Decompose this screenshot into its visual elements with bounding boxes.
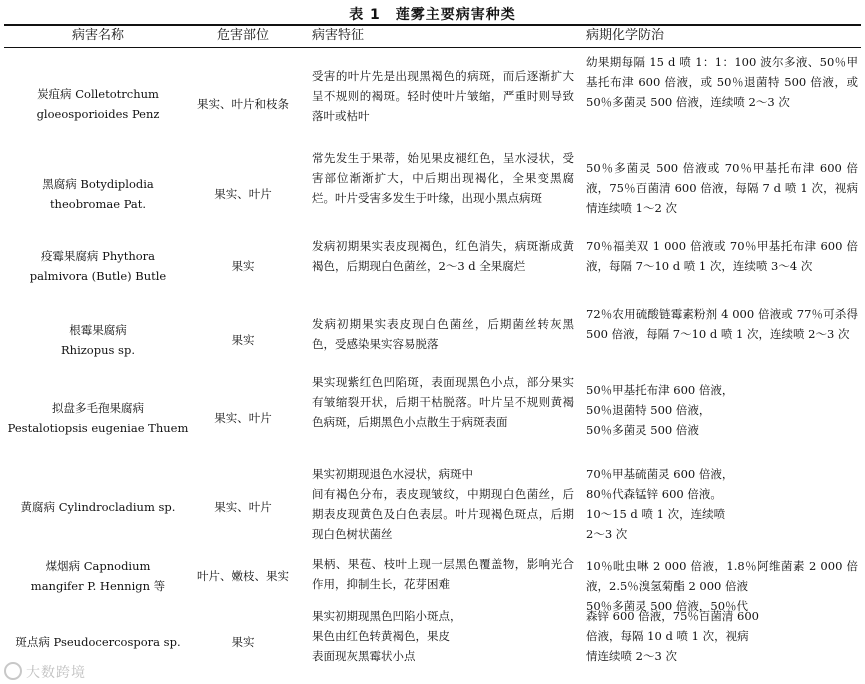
disease-feature: 发病初期果实表皮现白色菌丝，后期菌丝转灰黑色，受感染果实容易脱落 [312,317,574,351]
disease-name-latin: palmivora (Butle) Butle [29,269,167,283]
header-rule [4,47,861,48]
header-control: 病期化学防治 [586,28,665,43]
chemical-control: 50％多菌灵 500 倍液或 70％甲基托布津 600 倍液，75％百菌清 600 倍液，每隔 7 d 喷 1 次，视病情连续喷 1～2 次 [586,161,858,215]
table-row [0,236,865,296]
disease-name [6,497,190,517]
disease-name [6,632,190,652]
disease-feature: 果实现紫红色凹陷斑，表面现黑色小点，部分果实有皱缩裂开状，后期干枯脱落。叶片呈不规则黄褐色病斑，后期黑色小点散生于病斑表面 [312,375,574,429]
disease-feature: 发病初期果实表皮现褐色，红色消失，病斑渐成黄褐色，后期现白色菌丝，2～3 d 全果腐烂 [312,239,574,273]
disease-name-latin: gloeosporioides Penz [36,107,160,121]
header-part: 危害部位 [216,28,269,43]
chemical-control: 森锌 600 倍液，75％百菌清 600 倍液，每隔 10 d 喷 1 次，视病 情连续喷 2～3 次 [586,609,759,663]
watermark [4,662,86,682]
header-feature: 病害特征 [312,28,365,43]
chemical-control: 10％吡虫啉 2 000 倍液，1.8％阿维菌素 2 000 倍液，2.5％溴氢菊酯 2 000 倍液 50％多菌灵 500 倍液，50％代 [586,559,858,613]
damage-part: 果实、叶片 [214,500,272,514]
table-row [0,55,865,142]
disease-name [6,174,190,214]
disease-name-cn: 煤烟病 Capnodium [45,559,151,573]
disease-name [6,84,190,124]
table-row [0,376,865,460]
chemical-control: 幼果期每隔 15 d 喷 1：1：100 波尔多液、50％甲基托布津 600 倍液，或 50％退菌特 500 倍液，或 50％多菌灵 500 倍液，连续喷 2～3 次 [586,55,858,109]
table-row [0,148,865,240]
disease-name-latin: mangifer P. Hennign 等 [30,579,166,593]
table-row [0,466,865,548]
disease-name [6,320,190,360]
chemical-control: 72％农用硫酸链霉素粉剂 4 000 倍液或 77％可杀得 500 倍液，每隔 7～10 d 喷 1 次，连续喷 2～3 次 [586,307,858,341]
disease-feature: 果柄、果苞、枝叶上现一层黑色覆盖物，影响光合作用，抑制生长，花芽困难 [312,557,574,591]
watermark-text: 大数跨境 [26,665,86,681]
disease-feature: 果实初期现退色水浸状，病斑中 间有褐色分布，表皮现皱纹，中期现白色菌丝，后期表皮现黄色及白色表层。叶片现褐色斑点，后期现白色树状菌丝 [312,467,574,541]
disease-name-cn: 根霉果腐病 [69,323,127,337]
table-row [0,554,865,613]
table-title: 表 1 莲雾主要病害种类 [349,7,516,23]
chemical-control: 70％福美双 1 000 倍液或 70％甲基托布津 600 倍液，每隔 7～10 d 喷 1 次，连续喷 3～4 次 [586,239,858,273]
disease-name-latin: Rhizopus sp. [61,343,135,357]
damage-part: 果实 [231,259,255,273]
disease-name-latin: theobromae Pat. [49,197,147,211]
damage-part: 果实 [231,333,255,347]
damage-part: 果实 [231,635,255,649]
chemical-control: 50％甲基托布津 600 倍液， 50％退菌特 500 倍液， 50％多菌灵 500 倍液 [586,383,734,437]
damage-part: 果实、叶片 [214,187,272,201]
disease-name [6,556,190,596]
disease-name-cn: 拟盘多毛孢果腐病 [52,401,144,415]
disease-name-latin: Pestalotiopsis eugeniae Thuem [7,421,189,435]
disease-feature: 果实初期现黑色凹陷小斑点， 果色由红色转黄褐色，果皮 表面现灰黑霉状小点 [312,609,462,663]
disease-name-cn: 黄腐病 Cylindrocladium sp. [20,500,176,514]
disease-name [6,246,190,286]
header-name: 病害名称 [71,28,124,43]
disease-name [6,398,190,438]
disease-feature: 受害的叶片先是出现黑褐色的病斑，而后逐渐扩大呈不规则的褐斑。轻时使叶片皱缩，严重时则导致落叶或枯叶 [312,69,574,123]
table-row [0,609,865,672]
disease-name-cn: 黑腐病 Botydiplodia [42,177,154,191]
chemical-control: 70％甲基硫菌灵 600 倍液， 80％代森锰锌 600 倍液。 10～15 d 喷 1 次，连续喷 2～3 次 [586,467,734,541]
damage-part: 叶片、嫩枝、果实 [197,569,289,583]
damage-part: 果实、叶片和枝条 [197,97,289,111]
damage-part: 果实、叶片 [214,411,272,425]
disease-feature: 常先发生于果蒂，始见果皮褪红色，呈水浸状，受害部位渐渐扩大，中后期出现褐化，全果变黑腐烂。叶片受害多发生于叶缘，出现小黑点病斑 [312,151,574,205]
watermark-logo-icon [4,662,22,680]
disease-name-cn: 炭疽病 Colletotrchum [37,87,159,101]
table-row [0,307,865,370]
disease-name-cn: 斑点病 Pseudocercospora sp. [15,635,181,649]
disease-name-cn: 疫霉果腐病 Phythora [40,249,156,263]
